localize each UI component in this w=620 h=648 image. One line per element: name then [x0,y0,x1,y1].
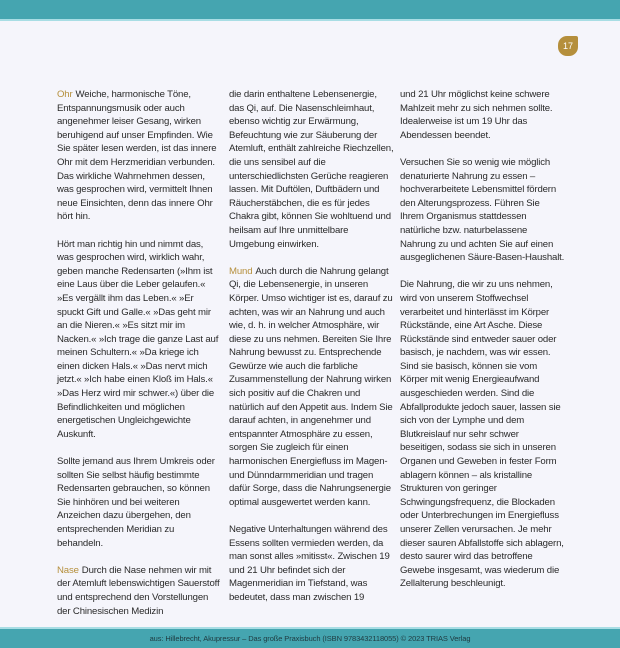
column-3 [400,88,565,605]
top-divider [0,19,620,21]
paragraph-text: die darin enthaltene Lebensenergie, das Qi, auf. Die Nasenschleimhaut, ebenso wichtig zur Erwärmung, Befeuchtung wie zur Säuberung der Atemluft, enthält zahlreiche Riechzellen, die uns sensibel auf die unterschiedlichsten Gerüche reagieren lassen. Mit Duftölen, Duftbädern und Räucherstäbchen, die es für jedes Chakra gibt, können Sie wohltuend und heilsam auf Ihre unmittelbare Umgebung einwirken. [229,89,394,250]
paragraph-mund [229,265,394,510]
paragraph-text: Hört man richtig hin und nimmt das, was gesprochen wird, wirklich wahr, geben manche Redensarten (»Ihm ist eine Laus über die Leber gelaufen.« »Es vergällt ihm das Leben.« »Er spuckt Gift und Galle.« »Das geht mir an die Nieren.« »Es sitzt mir im Nacken.« »Ich trage die ganze Last auf meinen Schultern.« »Da kriege ich einen dicken Hals.« »Das nervt mich jetzt.« »Ich habe einen Kloß im Hals.« »Das Herz wird mir schwer.«) über die Befindlichkeiten und möglichen energetischen Ungleichgewichte Auskunft. [57,238,219,440]
page-number-badge: 17 [558,36,578,56]
paragraph [57,455,222,550]
paragraph-nase [57,564,222,618]
paragraph [400,88,565,142]
paragraph-text: und 21 Uhr möglichst keine schwere Mahlzeit mehr zu sich nehmen sollte. Idealerweise ist um 19 Uhr das Abendessen beendet. [400,89,553,141]
paragraph-text: Sollte jemand aus Ihrem Umkreis oder sollten Sie selbst häufig bestimmte Redensarten gebrauchen, so können Sie hinhören und bei weiteren Anzeichen dazu übergehen, den entsprechenden Meridian zu behandeln. [57,456,215,549]
paragraph-text: Negative Unterhaltungen während des Essens sollten vermieden werden, da man sonst alles »mitisst«. Zwischen 19 und 21 Uhr befindet sich der Magenmeridian im Tiefstand, was bedeutet, dass man zwischen 19 [229,524,390,603]
paragraph-ohr [57,88,222,224]
top-bar [0,0,620,19]
paragraph [400,278,565,591]
paragraph-text: Versuchen Sie so wenig wie möglich denaturierte Nahrung zu essen – hochverarbeitete Lebensmittel fördern den Alterungsprozess. Führen Sie Ihrem Organismus stattdessen natürliche bzw. naturbelassene Nahrung zu und achten Sie auf einen ausgeglichenen Säure-Basen-Haushalt. [400,156,565,264]
paragraph [229,523,394,605]
paragraph-text: Weiche, harmonische Töne, Entspannungsmusik oder auch angenehmer leiser Gesang, wirken beruhigend auf unser Empfinden. Wie Sie später lesen werden, ist das innere Ohr mit dem Herzmeridian verbunden. Das wirkliche Wahrnehmen dessen, was gesprochen wird, vermittelt Ihnen neue Einsichten, denn das innere Ohr hört hin. [57,89,217,223]
keyword-ohr: Ohr [57,89,73,100]
keyword-mund: Mund [229,265,253,277]
column-1 [57,88,222,632]
column-2 [229,88,394,618]
paragraph-text: Die Nahrung, die wir zu uns nehmen, wird von unserem Stoffwechsel verarbeitet und hinterlässt im Körper Rückstände, eine Art Asche. Diese Rückstände sind entweder sauer oder basisch, je nachdem, was wir essen. Sind sie basisch, können sie vom Körper mit wenig Energieaufwand ausgeschieden werden. Sind die Abfallprodukte jedoch sauer, lassen sie sich von der Lymphe und dem Blutkreislauf nur sehr schwer beseitigen, sodass sie sich in unseren Organen und Geweben in fester Form ablagern können – als kristalline Strukturen von geringer Schwingungsfrequenz, die Blockaden oder Unterbrechungen im Energiefluss unserer Zellen verursachen. Je mehr dieser sauren Abfallstoffe sich ablagern, desto saurer wird das betroffene Gewebe insgesamt, was wiederum die Zellalterung beschleunigt. [400,279,564,590]
paragraph-text: Durch die Nase nehmen wir mit der Atemluft lebenswichtigen Sauerstoff und entsprechend den Vorstellungen der Chinesischen Medizin [57,564,220,617]
paragraph-text: Auch durch die Nahrung gelangt Qi, die Lebensenergie, in unseren Körper. Umso wichtiger ist es, darauf zu achten, was wir an Nahrung und auch wie, d. h. in welcher Atmosphäre, wir diese zu uns nehmen. Bereiten Sie Ihre Nahrung bewusst zu. Entsprechende Gewürze wie auch die farbliche Zusammenstellung der Nahrung wirken sich positiv auf die Chakren und natürlich auf den Appetit aus. Indem Sie darauf achten, in angenehmer und entspannter Atmosphäre zu essen, sorgen Sie zugleich für einen harmonischen Energiefluss im Magen- und Dünndarmmeridian und tragen dafür Sorge, dass die Nahrungsenergie optimal ausgewertet werden kann. [229,265,393,508]
footer-citation: aus: Hillebrecht, Akupressur – Das große Praxisbuch (ISBN 9783432118055) © 2023 TRIAS Verlag [0,629,620,648]
paragraph [229,88,394,251]
paragraph [57,238,222,442]
keyword-nase: Nase [57,564,79,576]
paragraph [400,156,565,265]
